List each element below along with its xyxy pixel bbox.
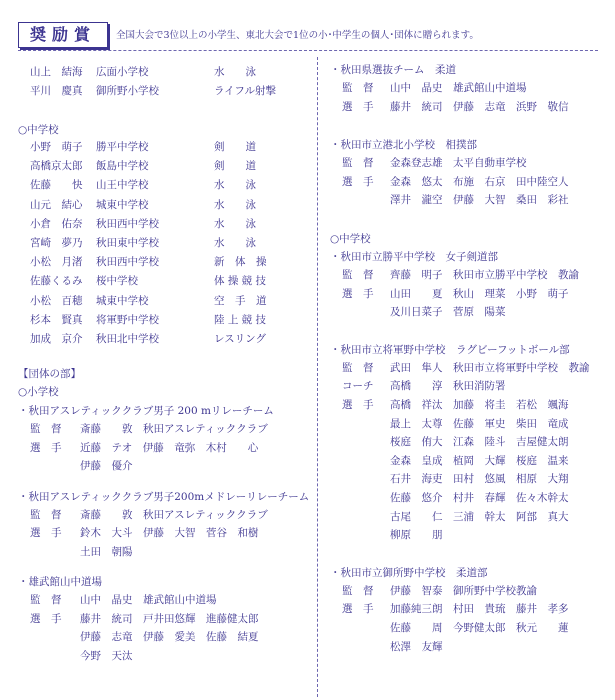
section-heading-junior-high: ○中学校 xyxy=(330,233,371,245)
team-members: 鈴木 大斗 伊藤 大智 菅谷 和樹 xyxy=(80,527,259,539)
athlete-name: 杉本 賢真 xyxy=(30,313,83,326)
team-members: 斎藤 敦 秋田アスレティッククラブ xyxy=(80,508,268,521)
sport-name: 水 泳 xyxy=(214,198,256,211)
role-label: 選 手 xyxy=(342,175,374,188)
team-members: 伊藤 志竜 伊藤 愛美 佐藤 結夏 xyxy=(80,631,259,643)
school-name: 秋田西中学校 xyxy=(96,217,159,230)
team-members: 伊藤 智泰 御所野中学校教諭 xyxy=(390,584,537,597)
team-members: 藤井 統司 戸井田悠輝 進藤健太郎 xyxy=(80,612,259,625)
sport-name: 水 泳 xyxy=(214,217,256,230)
team-members: 藤井 統司 伊藤 志竜 浜野 敬信 xyxy=(390,100,569,113)
school-name: 広面小学校 xyxy=(96,66,149,78)
team-title: ・秋田市立将軍野中学校 ラグビーフットボール部 xyxy=(330,343,570,356)
header-divider xyxy=(18,50,598,51)
school-name: 勝平中学校 xyxy=(96,141,149,153)
team-title: ・秋田アスレティッククラブ男子200mメドレーリレーチーム xyxy=(18,490,310,503)
team-members: 齊藤 明子 秋田市立勝平中学校 教諭 xyxy=(390,269,579,281)
school-name: 秋田西中学校 xyxy=(96,256,159,269)
role-label: 選 手 xyxy=(30,527,62,539)
athlete-name: 平川 慶真 xyxy=(30,85,83,97)
team-members: 斎藤 敦 秋田アスレティッククラブ xyxy=(80,423,268,435)
sport-name: 剣 道 xyxy=(214,141,256,153)
role-label: 監 督 xyxy=(342,584,374,597)
team-title: ・秋田市立御所野中学校 柔道部 xyxy=(330,566,488,579)
athlete-name: 山元 結心 xyxy=(30,198,83,211)
team-members: 佐藤 周 今野健太郎 秋元 蓮 xyxy=(390,622,569,634)
role-label: 監 督 xyxy=(30,594,62,606)
school-name: 城東中学校 xyxy=(96,294,149,307)
page-subtitle: 全国大会で3位以上の小学生、東北大会で1位の小･中学生の個人･団体に贈られます。 xyxy=(116,30,479,41)
sport-name: ライフル射撃 xyxy=(214,85,276,97)
team-members: 山田 夏 秋山 理菜 小野 萌子 xyxy=(390,287,569,300)
team-members: 及川日菜子 菅原 陽菜 xyxy=(390,306,506,319)
team-members: 古尾 仁 三浦 幹太 阿部 真大 xyxy=(390,510,569,523)
team-members: 澤井 瀧空 伊藤 大智 桑田 彩社 xyxy=(390,194,569,206)
sport-name: 陸 上 競 技 xyxy=(214,313,267,326)
column-divider xyxy=(317,57,318,697)
athlete-name: 佐藤 快 xyxy=(30,179,83,192)
school-name: 飯島中学校 xyxy=(96,160,149,173)
sport-name: 水 泳 xyxy=(214,237,256,249)
team-members: 金森 悠太 布施 右京 田中陸空人 xyxy=(390,175,569,188)
athlete-name: 小松 百穂 xyxy=(30,294,83,307)
sport-name: 体 操 競 技 xyxy=(214,275,267,288)
team-members: 山中 晶史 雄武館山中道場 xyxy=(390,82,527,94)
athlete-name: 小倉 佑奈 xyxy=(30,217,83,230)
role-label: 選 手 xyxy=(30,612,62,625)
sport-name: 空 手 道 xyxy=(214,294,267,307)
team-title: ・雄武館山中道場 xyxy=(18,576,102,588)
role-label: 監 督 xyxy=(342,269,374,281)
school-name: 秋田東中学校 xyxy=(96,237,159,249)
team-members: 石井 海吏 田村 悠風 相原 大翔 xyxy=(390,473,569,486)
team-members: 山中 晶史 雄武館山中道場 xyxy=(80,594,217,606)
team-members: 高橋 祥汰 加藤 将圭 若松 颯海 xyxy=(390,399,569,411)
athlete-name: 高橋京太郎 xyxy=(30,160,83,173)
team-members: 加藤純三朗 村田 貴琉 藤井 孝多 xyxy=(390,603,569,616)
athlete-name: 山上 結海 xyxy=(30,66,83,78)
role-label: 選 手 xyxy=(342,287,374,300)
school-name: 秋田北中学校 xyxy=(96,333,159,345)
sport-name: 剣 道 xyxy=(214,160,256,173)
role-label: 監 督 xyxy=(342,361,374,374)
sport-name: レスリング xyxy=(214,333,266,345)
athlete-name: 小野 萌子 xyxy=(30,141,83,153)
section-heading-group: 【団体の部】 xyxy=(18,368,81,380)
role-label: 選 手 xyxy=(342,399,374,411)
athlete-name: 小松 月渚 xyxy=(30,256,83,269)
team-title: ・秋田アスレティッククラブ男子 200 mリレーチーム xyxy=(18,405,274,417)
team-members: 最上 太尊 佐藤 軍史 柴田 竜成 xyxy=(390,417,569,430)
role-label: 監 督 xyxy=(342,82,374,94)
school-name: 将軍野中学校 xyxy=(96,313,159,326)
school-name: 山王中学校 xyxy=(96,179,149,192)
role-label: 監 督 xyxy=(30,508,62,521)
school-name: 城東中学校 xyxy=(96,198,149,211)
role-label: 選 手 xyxy=(30,441,62,454)
team-members: 高橋 淳 秋田消防署 xyxy=(390,380,506,393)
role-label: 選 手 xyxy=(342,603,374,616)
team-members: 柳原 朋 xyxy=(390,529,443,542)
team-members: 今野 天汰 xyxy=(80,649,133,662)
team-members: 松澤 友輝 xyxy=(390,640,443,653)
page-title: 奨励賞 xyxy=(18,22,108,48)
team-members: 金森 皇成 植岡 大輝 桜庭 温来 xyxy=(390,454,569,467)
team-members: 佐藤 悠介 村井 春輝 佐々木幹太 xyxy=(390,492,569,504)
team-title: ・秋田市立勝平中学校 女子剣道部 xyxy=(330,251,498,263)
sport-name: 水 泳 xyxy=(214,66,256,78)
team-members: 近藤 テオ 伊藤 竜弥 木村 心 xyxy=(80,441,259,454)
team-title: ・秋田県選抜チーム 柔道 xyxy=(330,64,456,76)
sport-name: 水 泳 xyxy=(214,179,256,192)
athlete-name: 佐藤くるみ xyxy=(30,275,83,288)
team-members: 金森登志雄 太平自動車学校 xyxy=(390,157,527,169)
team-title: ・秋田市立港北小学校 相撲部 xyxy=(330,139,477,151)
role-label: コーチ xyxy=(342,380,374,393)
role-label: 選 手 xyxy=(342,100,374,113)
athlete-name: 加成 京介 xyxy=(30,333,83,345)
sport-name: 新 体 操 xyxy=(214,256,267,269)
role-label: 監 督 xyxy=(342,157,374,169)
section-heading-junior-high: ○中学校 xyxy=(18,124,59,136)
team-members: 武田 隼人 秋田市立将軍野中学校 教諭 xyxy=(390,361,590,374)
school-name: 桜中学校 xyxy=(96,275,138,288)
athlete-name: 宮崎 夢乃 xyxy=(30,237,83,249)
section-heading-elementary: ○小学校 xyxy=(18,386,59,398)
school-name: 御所野小学校 xyxy=(96,85,159,97)
team-members: 土田 朝陽 xyxy=(80,545,133,558)
team-members: 桜庭 侑大 江森 陸斗 吉屋健太朗 xyxy=(390,436,569,449)
role-label: 監 督 xyxy=(30,423,62,435)
team-members: 伊藤 優介 xyxy=(80,460,133,472)
